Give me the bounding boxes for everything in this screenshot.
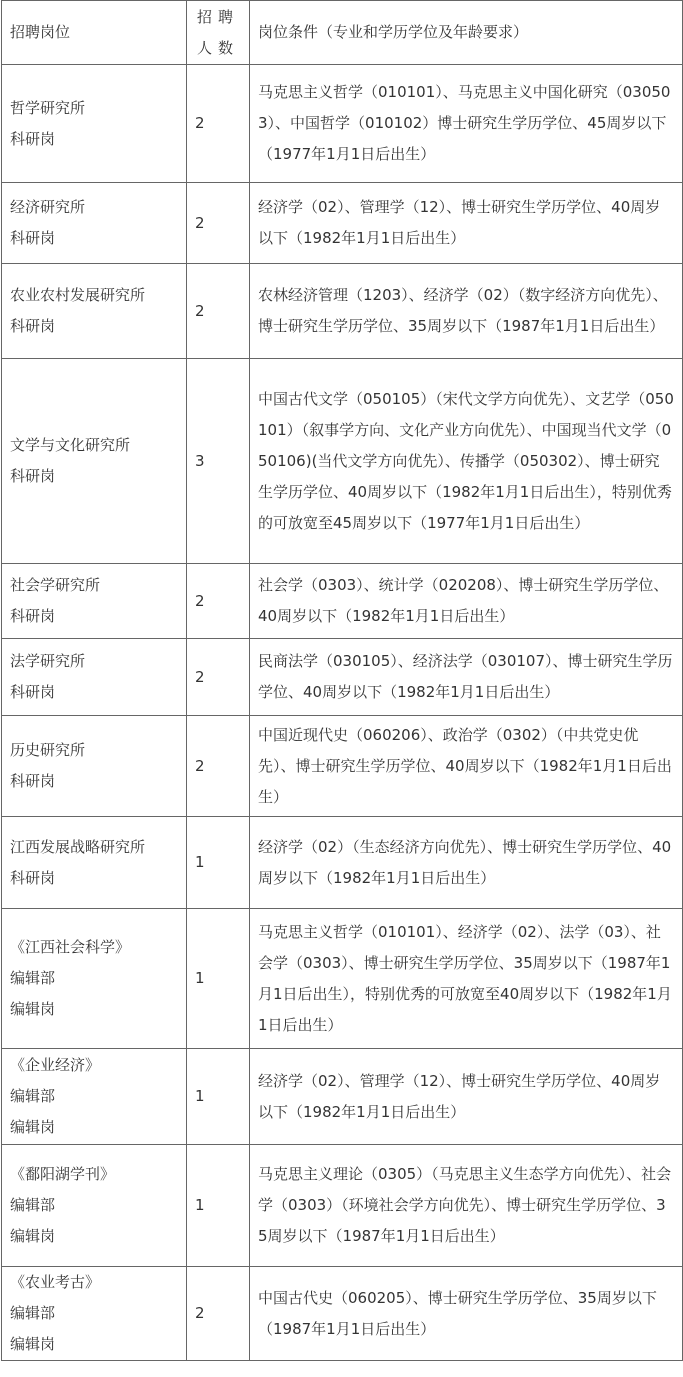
recruitment-table xyxy=(1,0,683,1361)
position-cell: 经济研究所 科研岗 xyxy=(2,183,187,264)
requirements-cell: 马克思主义哲学（010101）、马克思主义中国化研究（030503）、中国哲学（010102）博士研究生学历学位、45周岁以下（1977年1月1日后出生） xyxy=(250,65,683,183)
table-row xyxy=(2,359,683,564)
requirements-cell: 经济学（02）（生态经济方向优先）、博士研究生学历学位、40周岁以下（1982年1月1日后出生） xyxy=(250,817,683,909)
position-cell: 法学研究所 科研岗 xyxy=(2,639,187,716)
requirements-cell: 中国古代文学（050105）（宋代文学方向优先）、文艺学（050101）（叙事学方向、文化产业方向优先）、中国现当代文学（050106)(当代文学方向优先）、传播学（050302）、博士研究生学历学位、40周岁以下（1982年1月1日后出生），特别优秀的可放宽至45周岁以下（1977年1月1日后出生） xyxy=(250,359,683,564)
count-cell: 3 xyxy=(187,359,250,564)
count-cell: 1 xyxy=(187,1145,250,1267)
count-cell: 1 xyxy=(187,909,250,1049)
table-row xyxy=(2,1049,683,1145)
table-row xyxy=(2,1145,683,1267)
requirements-cell: 马克思主义哲学（010101）、经济学（02）、法学（03）、社会学（0303）、博士研究生学历学位、35周岁以下（1987年1月1日后出生），特别优秀的可放宽至40周岁以下（1982年1月1日后出生） xyxy=(250,909,683,1049)
count-cell: 1 xyxy=(187,1049,250,1145)
position-cell: 社会学研究所 科研岗 xyxy=(2,564,187,639)
requirements-cell: 民商法学（030105）、经济法学（030107）、博士研究生学历学位、40周岁以下（1982年1月1日后出生） xyxy=(250,639,683,716)
requirements-cell: 中国近现代史（060206）、政治学（0302）（中共党史优先）、博士研究生学历学位、40周岁以下（1982年1月1日后出生） xyxy=(250,716,683,817)
count-cell: 2 xyxy=(187,65,250,183)
position-cell: 哲学研究所 科研岗 xyxy=(2,65,187,183)
table-row xyxy=(2,183,683,264)
table-row xyxy=(2,716,683,817)
position-cell: 《农业考古》 编辑部 编辑岗 xyxy=(2,1267,187,1361)
count-cell: 2 xyxy=(187,1267,250,1361)
table-row xyxy=(2,639,683,716)
requirements-cell: 经济学（02）、管理学（12）、博士研究生学历学位、40周岁以下（1982年1月1日后出生） xyxy=(250,1049,683,1145)
requirements-cell: 农林经济管理（1203）、经济学（02）（数字经济方向优先）、博士研究生学历学位、35周岁以下（1987年1月1日后出生） xyxy=(250,264,683,359)
position-cell: 历史研究所 科研岗 xyxy=(2,716,187,817)
header-position: 招聘岗位 xyxy=(2,1,187,65)
position-cell: 文学与文化研究所 科研岗 xyxy=(2,359,187,564)
count-cell: 1 xyxy=(187,817,250,909)
requirements-cell: 中国古代史（060205）、博士研究生学历学位、35周岁以下（1987年1月1日后出生） xyxy=(250,1267,683,1361)
position-cell: 《企业经济》 编辑部 编辑岗 xyxy=(2,1049,187,1145)
header-row xyxy=(2,1,683,65)
header-count: 招聘 人数 xyxy=(187,1,250,65)
requirements-cell: 经济学（02）、管理学（12）、博士研究生学历学位、40周岁以下（1982年1月1日后出生） xyxy=(250,183,683,264)
table-row xyxy=(2,817,683,909)
requirements-cell: 马克思主义理论（0305）（马克思主义生态学方向优先）、社会学（0303）（环境社会学方向优先）、博士研究生学历学位、35周岁以下（1987年1月1日后出生） xyxy=(250,1145,683,1267)
requirements-cell: 社会学（0303）、统计学（020208）、博士研究生学历学位、40周岁以下（1982年1月1日后出生） xyxy=(250,564,683,639)
table-row xyxy=(2,264,683,359)
table-row xyxy=(2,65,683,183)
position-cell: 农业农村发展研究所 科研岗 xyxy=(2,264,187,359)
count-cell: 2 xyxy=(187,639,250,716)
count-cell: 2 xyxy=(187,183,250,264)
table-row xyxy=(2,1267,683,1361)
header-requirements: 岗位条件（专业和学历学位及年龄要求） xyxy=(250,1,683,65)
table-row xyxy=(2,564,683,639)
count-cell: 2 xyxy=(187,564,250,639)
position-cell: 江西发展战略研究所 科研岗 xyxy=(2,817,187,909)
count-cell: 2 xyxy=(187,264,250,359)
table-row xyxy=(2,909,683,1049)
position-cell: 《江西社会科学》 编辑部 编辑岗 xyxy=(2,909,187,1049)
position-cell: 《鄱阳湖学刊》 编辑部 编辑岗 xyxy=(2,1145,187,1267)
count-cell: 2 xyxy=(187,716,250,817)
